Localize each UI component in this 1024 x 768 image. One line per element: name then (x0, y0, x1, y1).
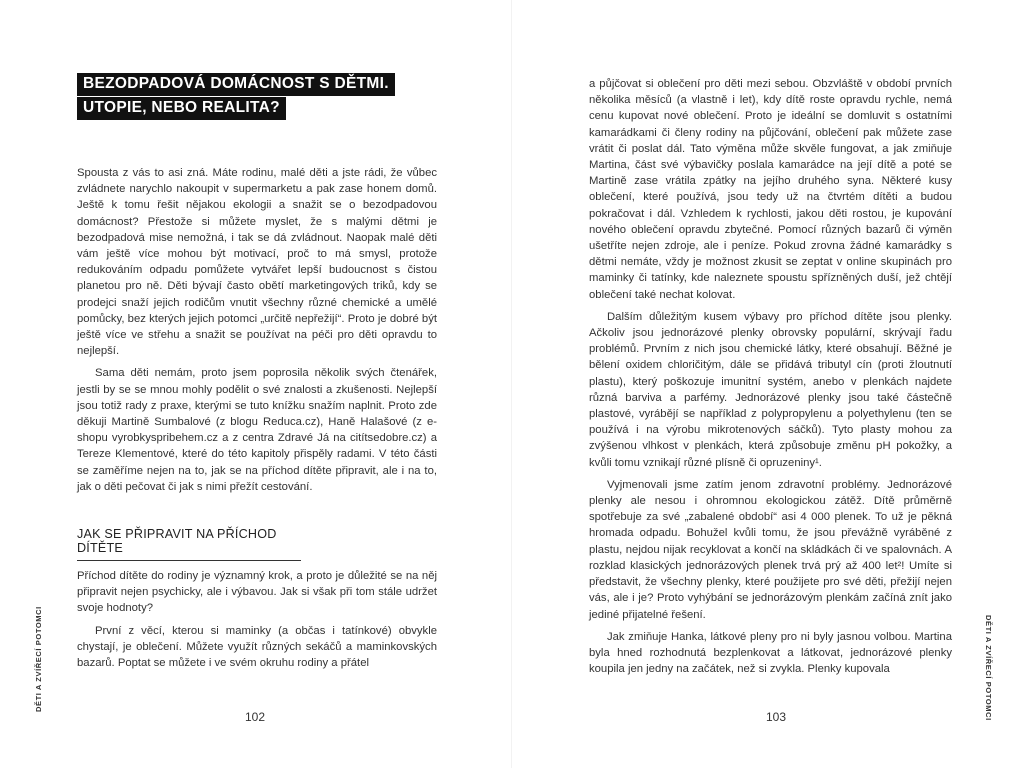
right-body-text (589, 76, 952, 683)
left-intro-text (77, 165, 437, 501)
paragraph: Příchod dítěte do rodiny je významný krok, a proto je důležité se na něj připravit nejen psychicky, ale i výbavou. Jak si však při tom stále udržet svoje hodnoty? (77, 570, 437, 615)
page-number-right: 103 (766, 710, 787, 724)
paragraph: Sama děti nemám, proto jsem poprosila několik svých čtenářek, jestli by se se mnou mohly podělit o své znalosti a zkušenosti. Nejlepší jsou totiž rady z praxe, kterými se tuto knížku snažím naplnit. Proto zde děkuji Martině Sumbalové (z blogu Reduca.cz), Haně Halašové (z e-shopu vyrobkyspribehem.cz a z centra Zdravé Já na citítsedobre.cz) a Tereze Klementové, které do této kapitoly přispěly radami. V této části se zaměříme nejen na to, jak se na příchod dítěte připravit, ale i na to, jak o děti pečovat či jak s nimi přežít cestování. (77, 367, 437, 493)
chapter-title-line-1: BEZODPADOVÁ DOMÁCNOST S DĚTMI. (77, 73, 395, 96)
paragraph: Spousta z vás to asi zná. Máte rodinu, malé děti a jste rádi, že vůbec zvládnete narychlo nakoupit v supermarketu a pak zase honem domů. Ještě k tomu řešit nějakou ekologii a snažit se o bezodpadovou domácnost? Přestože si můžete myslet, že s malými dětmi je bezodpadová mise nemožná, i tak se dá zvládnout. Naopak malé děti vám ještě více mohou být motivací, proč to má smysl, protože redukováním odpadu pomůžete vytvářet lepší budoucnost s čistou planetou pro ně. Děti bývají často obětí marketingových triků, kdy se prodejci snaží jejich rodičům vnutit všechny různé chemické a umělé pomůcky, bez kterých jejich potomci „určitě nepřežijí“. Proto je dobré být ještě více ve střehu a snažit se používat na péči pro děti opravdu to nejlepší. (77, 167, 437, 358)
paragraph: Dalším důležitým kusem výbavy pro příchod dítěte jsou plenky. Ačkoliv jsou jednorázové plenky obrovsky populární, skrývají řadu problémů. Prvním z nich jsou chemické látky, které obsahují. Běžné je bělení oxidem chloričitým, dále se přidává tributyl cín (proti žloutnutí plastu), který poškozuje imunitní systém, anebo v plenkách najdete různá barviva a parfémy. Jednorázové plenky jsou také částečně plastové, vyrábějí se například z polypropylenu a polyethylenu (ten se používá i na výrobu mikrotenových sáčků). Tyto plasty mohou za zvýšenou vlhkost v plenkách, která způsobuje změnu pH pokožky, a kvůli tomu vznikají různé plísně či opruzeniny¹. (589, 310, 952, 469)
chapter-title (77, 73, 395, 121)
page-number-left: 102 (245, 710, 266, 724)
paragraph: a půjčovat si oblečení pro děti mezi sebou. Obzvláště v období prvních několika měsíců (a vlastně i let), kdy dítě roste opravdu rychle, nemá cenu kupovat nové oblečení. Proto je ideální se domluvit s ostatními kamarádkami či členy rodiny na půjčování, oblečení pak můžete zase vrátit či poslat dál. Tato výměna může skvěle fungovat, a jak zmiňuje Martina, část své výbavičky poslala kamarádce na její dítě a poté se Martině zase vrátila zpátky na jejího druhého syna. Některé kusy oblečení, které používá, jsou tedy už na čtvrtém dítěti a budou pokračovat i dál. Vzhledem k rychlosti, jakou děti rostou, je kupování nového oblečení opravdu zbytečné. Pomocí různých bazarů či výměn ušetříte nejen zdroje, ale i peníze. Pokud zrovna žádné kamarádky s dětmi nemáte, vždy je možnost zkusit se zeptat v online skupinách pro maminky či tatínky, kde naleznete spoustu spřízněných duší, jež chtějí oblečení také nechat kolovat. (589, 78, 952, 301)
chapter-title-line-2: UTOPIE, NEBO REALITA? (77, 97, 286, 120)
section-heading: JAK SE PŘIPRAVIT NA PŘÍCHOD DÍTĚTE (77, 527, 301, 561)
running-head-left: DĚTI A ZVÍŘECÍ POTOMCI (34, 606, 43, 712)
paragraph: Vyjmenovali jsme zatím jenom zdravotní problémy. Jednorázové plenky ale nesou i ohromnou ekologickou zátěž. Dítě průměrně spotřebuje za své „zabalené období“ asi 4 000 plenek. To už je pěkná hromada odpadu. Bohužel kvůli tomu, že jsou převážně vyráběné z plastu, nejdou nijak recyklovat a končí na skládkách či ve spalovnách. A rozklad klasických jednorázových plenek trvá prý až 400 let²! Umíte si představit, že všechny plenky, které použijete pro své děti, přežijí nejen vás, ale i je? Proto vyhýbání se jednorázovým plenkám začíná znít jako jediné přijatelné řešení. (589, 478, 952, 621)
left-section-text (77, 568, 437, 677)
paragraph: První z věcí, kterou si maminky (a občas i tatínkové) obvykle chystají, je oblečení. Můžete využít různých sekáčů a maminkovských bazarů. Poptat se můžete i ve svém okruhu rodiny a přátel (77, 624, 437, 670)
running-head-right: DĚTI A ZVÍŘECÍ POTOMCI (984, 615, 993, 721)
paragraph: Jak zmiňuje Hanka, látkové pleny pro ni byly jasnou volbou. Martina byla hned rozhodnutá bezplenkovat a látkovat, jednorázové plenky koupila jen jedny na začátek, než si zvykla. Plenky kupovala (589, 630, 952, 676)
